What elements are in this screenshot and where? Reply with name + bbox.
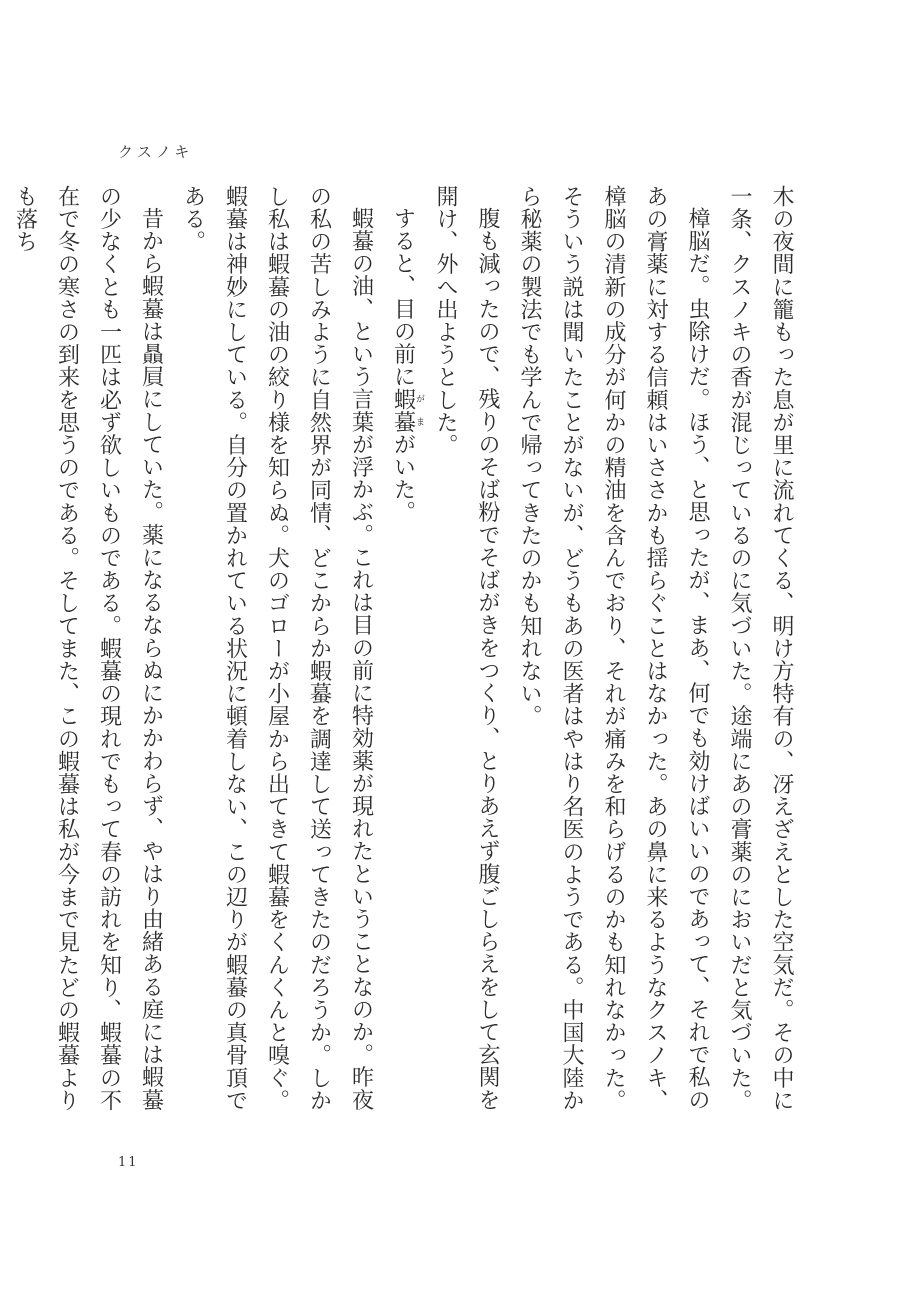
text-run: がいた。 [390, 433, 416, 524]
body-text [12, 185, 802, 1125]
text-run: すると、目の前に [390, 207, 416, 388]
ruby-annotation [390, 387, 424, 434]
ruby-reading: がま [414, 387, 424, 434]
paragraph: 蝦蟇の油、という言葉が浮かぶ。これは目の前に特効薬が現れたということなのか。昨夜の私の苦しみように自然界が同情、どこからか蝦蟇を調達して送ってきたのだろうか。しかし私は蝦蟇の油の絞り様を知らぬ。犬のゴローが小屋から出てきて蝦蟇をくんくんと嗅ぐ。蝦蟇は神妙にしている。自分の置かれている状況に頓着しない、この辺りが蝦蟇の真骨頂である。 [180, 185, 374, 1112]
paragraph: 樟脳だ。虫除けだ。ほう、と思ったが、まあ、何でも効けばいいのであって、それで私のあの膏薬に対する信頼はいささかも揺らぐことはなかった。あの鼻に来るようなクスノキ、樟脳の清新の成分が何かの精油を含んでおり、それが痛みを和らげるのかも知れなかった。そういう説は聞いたことがないが、どうもあの医者はやはり名医のようである。中国大陸から秘薬の製法でも学んで帰ってきたのかも知れない。 [517, 185, 710, 1112]
running-head: クスノキ [118, 143, 194, 161]
paragraph-with-ruby [382, 185, 425, 1125]
paragraph: 腹も減ったので、残りのそば粉でそばがきをつくり、とりあえず腹ごしらえをして玄関を開け、外へ出ようとした。 [433, 185, 500, 1111]
paragraph: 木の夜間に籠もった息が里に流れてくる、明け方特有の、冴えざえとした空気だ。その中に一条、クスノキの香が混じっているのに気づいた。途端にあの膏薬のにおいだと気づいた。 [727, 185, 794, 1112]
page-number: 11 [118, 1155, 139, 1170]
ruby-base: 蝦蟇 [390, 387, 416, 434]
paragraph: 昔から蝦蟇は贔屓にしていた。薬になるならぬにかかわらず、やはり由緒ある庭には蝦蟇の少なくとも一匹は必ず欲しいものである。蝦蟇の現れでもって春の訪れを知り、蝦蟇の不在で冬の寒さの到来を思うのである。そしてまた、この蝦蟇は私が今まで見たどの蝦蟇よりも落ち [12, 185, 164, 1112]
